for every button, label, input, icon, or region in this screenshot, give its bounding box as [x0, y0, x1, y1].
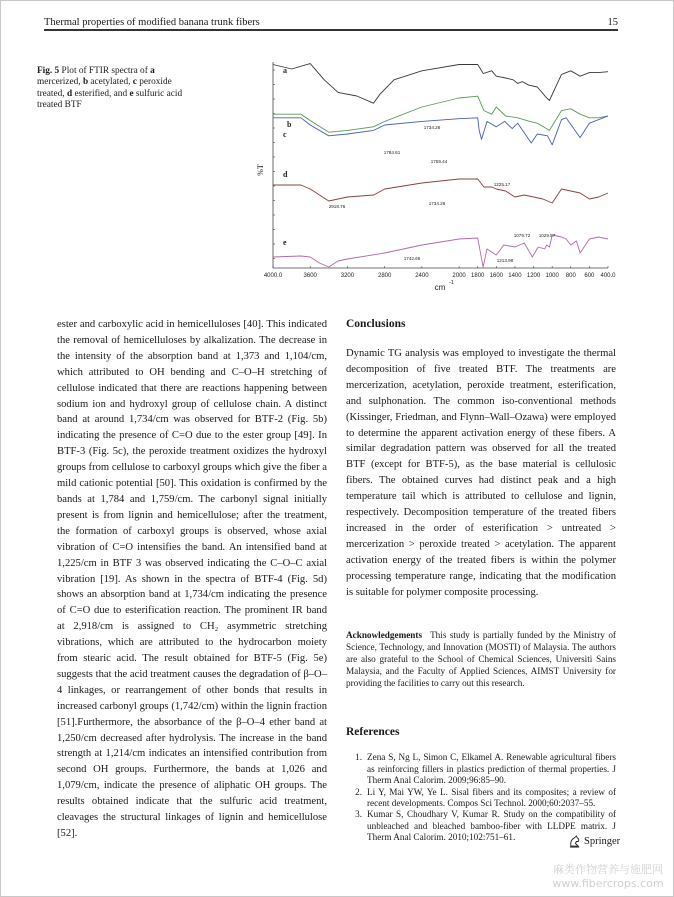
reference-text: Kumar S, Choudhary V, Kumar R. Study on the compatibility of unbleached and bleached bamboo-fiber with LLDPE matrix. J Therm Anal Calorim. 2010;102:751–61. — [367, 809, 616, 843]
left-column — [57, 317, 327, 842]
x-tick-label: 800 — [565, 273, 576, 279]
page-number: 15 — [607, 17, 618, 28]
spectrum-d — [273, 179, 608, 203]
running-head — [44, 8, 618, 28]
ftir-chart — [250, 56, 630, 296]
peak-annotation: 1079.72 — [513, 233, 531, 238]
x-tick-label: 2800 — [377, 273, 392, 279]
header-rule — [44, 29, 618, 31]
peak-annotation: 1784.61 — [383, 150, 401, 155]
peak-annotation: 1225.17 — [493, 182, 511, 187]
spectrum-b — [273, 96, 608, 132]
reference-item — [346, 787, 616, 810]
x-tick-label: 3200 — [340, 273, 355, 279]
spectrum-e — [273, 235, 608, 267]
x-tick-label: 2000 — [452, 273, 466, 279]
references-heading: References — [346, 725, 400, 738]
reference-text: Li Y, Mai YW, Ye L. Sisal fibers and its composites; a review of recent developments. Compos Sci Technol. 2000;60:2037–55. — [367, 786, 616, 809]
acknowledgements-text: This study is partially funded by the Ministry of Science, Technology, and Innovation (MOSTI) of Malaysia. The authors are also grateful to the School of Chemical Sciences, Universiti Sains Malaysia, and the Faculty of Applied Sciences, AIMST University for providing the facilities to carry out this research. — [346, 629, 616, 688]
reference-number: 2. — [355, 786, 362, 797]
series-label-d: d — [283, 170, 288, 179]
series-label-c: c — [283, 130, 287, 139]
x-tick-label: 1200 — [526, 273, 541, 279]
figure-label: Fig. 5 — [37, 66, 60, 76]
peak-annotation: 1213.98 — [496, 258, 514, 263]
x-tick-label: 3600 — [303, 273, 317, 279]
y-axis-label: %T — [256, 164, 265, 176]
spectrum-c — [273, 116, 608, 145]
conclusions-paragraph: Dynamic TG analysis was employed to investigate the thermal decomposition of five treated BTF. The treatments are mercerization, acetylation, peroxide treatment, esterification, and sulphonation. The common iso-conventional methods (Kissinger, Friedman, and Flynn–Wall–Ozawa) were employed to determine the apparent activation energy of these fibers. A similar degradation pattern was observed for all the treated BTF (except for BTF-5), as the base material is cellulosic fibers. The obtained curves had distinct peak and a high temperature tail which is attributed to cellulose and lignin, respectively. Decomposition temperature of the treated fibers increased in the order of esterification > untreated > mercerization > peroxide treated > acetylation. The apparent activation energy of the treated fibers is within the polymer processing temperature range, indicating that the modification is suitable for polymer composite processing. — [346, 348, 616, 598]
reference-number: 1. — [355, 752, 362, 763]
peak-annotation: 2918.76 — [328, 204, 346, 209]
acknowledgements — [346, 629, 616, 689]
conclusions-heading: Conclusions — [346, 318, 406, 330]
x-axis-label-exp: -1 — [449, 280, 454, 286]
acknowledgements-heading: Acknowledgements — [346, 629, 423, 640]
peak-annotation: 1029.57 — [538, 233, 556, 238]
x-tick-label: 1600 — [489, 273, 504, 279]
series-label-a: a — [283, 66, 287, 75]
publisher-name: Springer — [584, 836, 621, 847]
body-paragraph: ester and carboxylic acid in hemicelluloses [40]. This indicated the removal of hemicelluloses by alkalization. The decrease in the intensity of the absorption band at 1,373 and 1,104/cm, which attributed to OH bending and C–O–H stretching of cellulose indicated that there are reactions happening between sodium ion and hydroxyl group of cellulose chain. A distinct band at around 1,734/cm was observed for BTF-2 (Fig. 5b) indicating the presence of C=O due to the ester group [49]. In BTF-3 (Fig. 5c), the peroxide treatment oxidizes the hydroxyl groups from cellulose to carboxyl groups which give the fiber a mild cationic potential [50]. This oxidation is confirmed by the bands at 1,784 and 1,759/cm. The carbonyl signal initially present is from lignin and hemicellulose; after the treatment, the formation of carboxyl groups is observed, whose axial vibration of C=O intensifies the band. An intensified band at 1,225/cm in BTF 3 was observed indicating the C–O–C axial vibration [19]. As shown in the spectra of BTF-4 (Fig. 5d) shows an absorption band at 1,734/cm indicating the presence of C=O due to esterification reaction. The prominent IR band at 2,918/cm is assigned to CH₂ asymmetric stretching vibrations, which are attributed to the hydrocarbon moiety from stearic acid. The result obtained for BTF-5 (Fig. 5e) suggests that the acid treatment causes the degradation of β–O–4 linkages, or rearrangement of other bonds that results in increased carbonyl groups (1,742/cm) within the lignin fraction [51].Furthermore, the absorbance of the β–O–4 ether band at 1,250/cm decreased after hydrolysis. The increase in the band strength at 1,214/cm indicates an intensified contribution from second OH groups. Furthermore, the bands at 1,026 and 1,079/cm, indicate the presence of aliphatic OH groups. The results obtained indicate that the sulfuric acid treatment, cleavages the structural linkages of lignin and hemicellulose [52]. — [57, 319, 327, 839]
x-tick-label: 1400 — [508, 273, 522, 279]
springer-horse-icon — [568, 835, 581, 848]
x-tick-label: 1000 — [545, 273, 559, 279]
x-tick-label: 400.0 — [600, 273, 616, 279]
x-tick-label: 1800 — [471, 273, 485, 279]
right-column — [346, 317, 616, 844]
x-tick-label: 4000.0 — [263, 273, 283, 279]
series-label-b: b — [287, 120, 292, 129]
reference-item — [346, 752, 616, 786]
x-axis-label: cm — [434, 283, 446, 292]
peak-annotation: 1759.44 — [430, 159, 448, 164]
reference-text: Zena S, Ng L, Simon C, Elkamel A. Renewable agricultural fibers as reinforcing fillers in plastics prediction of thermal properties. J Therm Anal Calorim. 2009;96:85–90. — [367, 752, 616, 786]
figure-caption — [37, 66, 197, 111]
figure-caption-text: Plot of FTIR spectra of a mercerized, b acetylated, c peroxide treated, d esterified, and e sulfuric acid treated BTF — [37, 66, 183, 110]
peak-annotation: 1742.66 — [403, 256, 421, 261]
reference-number: 3. — [355, 809, 362, 820]
running-title: Thermal properties of modified banana trunk fibers — [44, 17, 260, 28]
peak-annotation: 1734.26 — [423, 125, 441, 130]
watermark-cn: 麻类作物营养与施肥网 — [553, 863, 663, 876]
publisher-logo — [568, 835, 620, 848]
spectrum-a — [273, 64, 608, 104]
watermark-url: www.fibercrops.com — [552, 877, 664, 890]
x-tick-label: 600 — [584, 273, 595, 279]
watermark — [545, 863, 671, 891]
peak-annotation: 1734.26 — [428, 201, 446, 206]
x-tick-label: 2400 — [415, 273, 429, 279]
series-label-e: e — [283, 238, 287, 247]
reference-list — [346, 752, 616, 843]
